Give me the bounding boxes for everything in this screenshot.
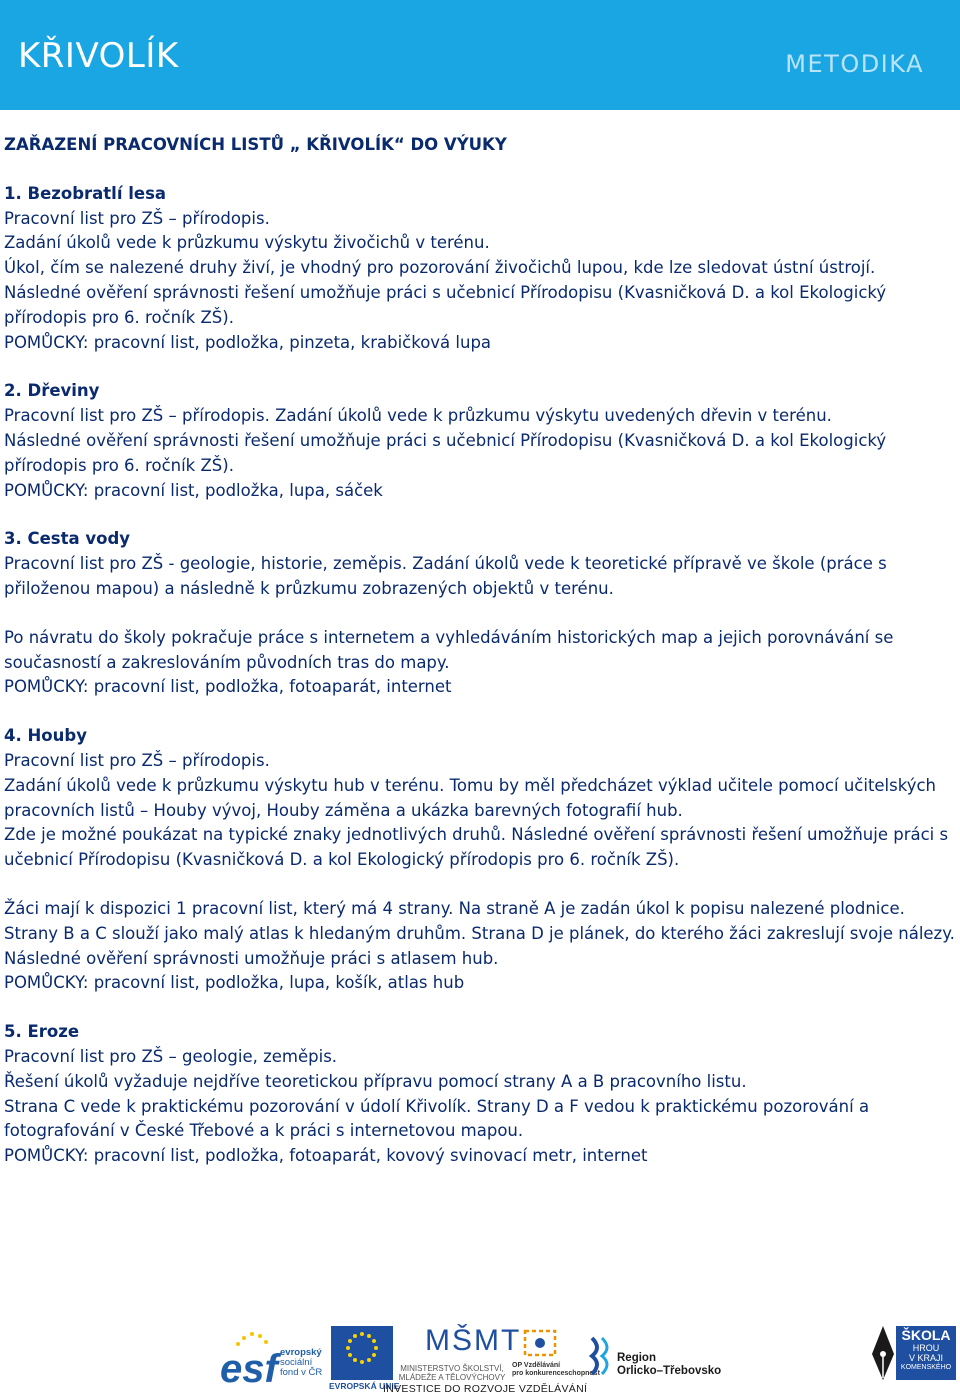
region-text: Region Orlicko–Třebovsko <box>617 1352 722 1377</box>
page-header <box>0 0 960 110</box>
pen-nib-icon <box>868 1324 898 1382</box>
section-eroze <box>4 1020 956 1169</box>
section-houby <box>4 724 956 996</box>
section-line: Zde je možné poukázat na typické znaky jednotlivých druhů. Následné ověření správnosti řešení umožňuje práci s učebnicí Přírodopisu (Kvasničková D. a kol Ekologický přírodopis pro 6. ročník ZŠ). <box>4 825 949 870</box>
section-line: Pracovní list pro ZŠ – přírodopis. <box>4 208 270 228</box>
region-logo <box>586 1334 614 1378</box>
main-heading: ZAŘAZENÍ PRACOVNÍCH LISTŮ „ KŘIVOLÍK“ DO VÝUKY <box>4 135 507 154</box>
section-cesta-vody <box>4 527 956 700</box>
section-heading: 2. Dřeviny <box>4 381 100 401</box>
svg-text:esf: esf <box>220 1347 278 1388</box>
section-line: Po návratu do školy pokračuje práce s internetem a vyhledáváním historických map a jejich porovnávání se současností a zakreslováním původních tras do mapy. <box>4 627 894 672</box>
section-heading: 3. Cesta vody <box>4 529 131 549</box>
section-line: Pracovní list pro ZŠ – přírodopis. <box>4 750 270 770</box>
eu-label: EVROPSKÁ UNIE <box>329 1381 400 1391</box>
section-line: Žáci mají k dispozici 1 pracovní list, který má 4 strany. Na straně A je zadán úkol k popisu nalezené plodnice. Strany B a C slouží jako malý atlas k hledaným druhům. Strana D je plánek, do kterého žáci zakreslují svoje nálezy. Následné ověření správnosti umožňuje práci s atlasem hub. <box>4 898 955 968</box>
section-line: Pracovní list pro ZŠ - geologie, historie, zeměpis. Zadání úkolů vede k teoretické přípravě ve škole (práce s přiloženou mapou) a následně k průzkumu zobrazených objektů v terénu. <box>4 554 887 598</box>
section-heading: 1. Bezobratlí lesa <box>4 183 167 203</box>
msmt-text: MINISTERSTVO ŠKOLSTVÍ, MLÁDEŽE A TĚLOVÝCHOVY <box>398 1364 506 1382</box>
section-line: POMŮCKY: pracovní list, podložka, lupa, košík, atlas hub <box>4 973 465 993</box>
section-line: Řešení úkolů vyžaduje nejdříve teoretickou přípravu pomocí strany A a B pracovního listu. <box>4 1071 747 1091</box>
section-line: Strana C vede k praktickému pozorování v údolí Křivolík. Strany D a F vedou k praktickému pozorování a fotografování v České Třebové a k práci s internetovou mapou. <box>4 1096 870 1141</box>
section-line: POMŮCKY: pracovní list, podložka, pinzeta, krabičková lupa <box>4 332 492 352</box>
op-vzdelavani-logo <box>522 1328 560 1358</box>
esf-text: evropský sociální fond v ČR <box>280 1347 323 1378</box>
eu-flag-logo <box>331 1326 393 1380</box>
section-line: Zadání úkolů vede k průzkumu výskytu hub v terénu. Tomu by měl předcházet výklad učitele pomocí učitelských pracovních listů – Houby vývoj, Houby záměna a ukázka barevných fotografií hub. <box>4 775 937 820</box>
header-label: METODIKA <box>785 50 924 78</box>
section-line: Pracovní list pro ZŠ – přírodopis. Zadání úkolů vede k průzkumu výskytu uvedených dřevin v terénu. <box>4 406 832 426</box>
document-body <box>4 133 956 1193</box>
section-line: Následné ověření správnosti řešení umožňuje práci s učebnicí Přírodopisu (Kvasničková D. a kol Ekologický přírodopis pro 6. ročník ZŠ). <box>4 430 887 475</box>
section-dreviny <box>4 379 956 503</box>
msmt-logo: MŠMT <box>425 1324 522 1357</box>
section-line: POMŮCKY: pracovní list, podložka, fotoaparát, kovový svinovací metr, internet <box>4 1146 648 1166</box>
page-title: KŘIVOLÍK <box>18 36 179 76</box>
section-line: Úkol, čím se nalezené druhy živí, je vhodný pro pozorování živočichů lupou, kde lze sledovat ústní ústrojí. <box>4 258 876 278</box>
section-line: POMŮCKY: pracovní list, podložka, fotoaparát, internet <box>4 677 452 697</box>
section-line: Následné ověření správnosti řešení umožňuje práci s učebnicí Přírodopisu (Kvasničková D. a kol Ekologický přírodopis pro 6. ročník ZŠ). <box>4 282 887 327</box>
section-line: Zadání úkolů vede k průzkumu výskytu živočichů v terénu. <box>4 233 490 253</box>
section-bezobratli <box>4 182 956 356</box>
investice-text: INVESTICE DO ROZVOJE VZDĚLÁVÁNÍ <box>383 1383 588 1395</box>
section-line: Pracovní list pro ZŠ – geologie, zeměpis. <box>4 1046 338 1066</box>
section-heading: 5. Eroze <box>4 1022 80 1042</box>
section-heading: 4. Houby <box>4 726 87 746</box>
skola-hrou-text: ŠKOLA HROU V KRAJI KOMENSKÉHO <box>900 1327 952 1371</box>
op-text: OP Vzdělávání pro konkurenceschopnost <box>512 1362 600 1377</box>
section-line: POMŮCKY: pracovní list, podložka, lupa, sáček <box>4 480 383 500</box>
